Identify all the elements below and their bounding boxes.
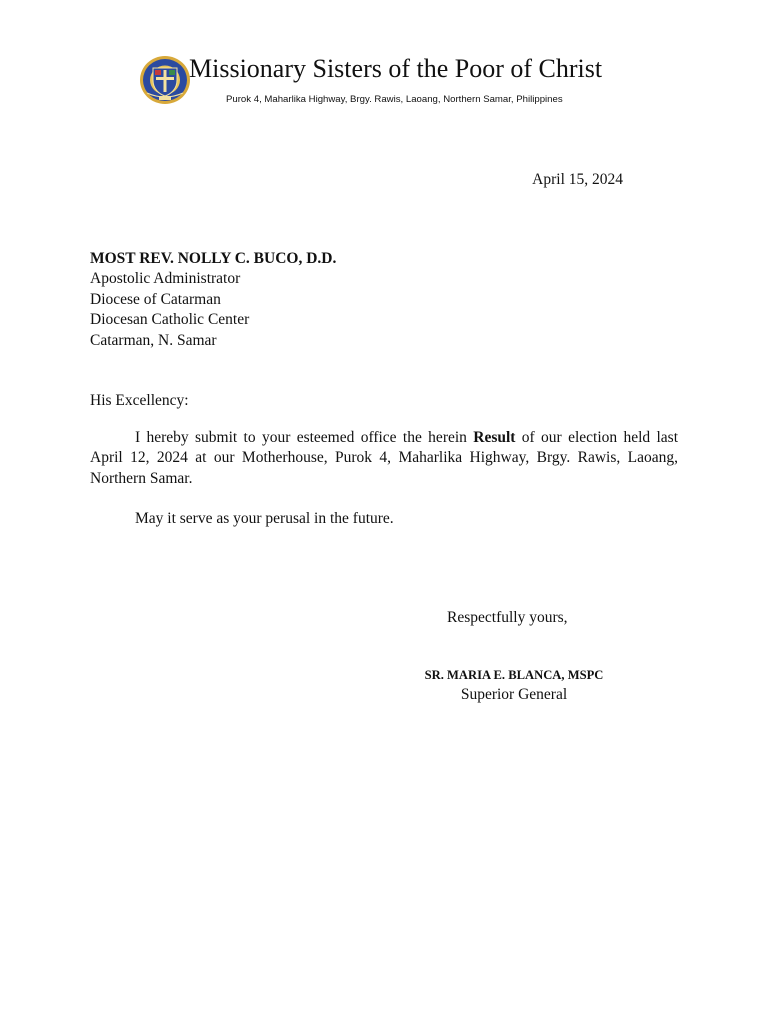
salutation: His Excellency: xyxy=(90,392,189,409)
recipient-block xyxy=(90,249,336,351)
signer-title: Superior General xyxy=(460,686,568,703)
recipient-diocese: Diocese of Catarman xyxy=(90,290,221,308)
body-paragraph-1 xyxy=(90,428,678,489)
org-name: Missionary Sisters of the Poor of Christ xyxy=(189,54,603,83)
letter-date: April 15, 2024 xyxy=(532,171,623,188)
closing: Respectfully yours, xyxy=(447,609,568,626)
body-paragraph-2: May it serve as your perusal in the future. xyxy=(135,510,394,527)
org-address: Purok 4, Maharlika Highway, Brgy. Rawis, Laoang, Northern Samar, Philippines xyxy=(226,94,563,105)
recipient-office: Diocesan Catholic Center xyxy=(90,311,250,329)
recipient-title: Apostolic Administrator xyxy=(90,270,241,288)
result-emphasis: Result xyxy=(473,429,516,446)
body-text: I hereby submit to your esteemed office the herein xyxy=(135,429,474,446)
signer-name: SR. MARIA E. BLANCA, MSPC xyxy=(424,668,604,682)
congregation-seal-icon xyxy=(139,55,191,105)
recipient-location: Catarman, N. Samar xyxy=(90,331,217,349)
recipient-name: MOST REV. NOLLY C. BUCO, D.D. xyxy=(90,250,337,267)
body-text: of our election held last April 12, 2024 at our Motherhouse, Purok 4, Maharlika Highway, Brgy. Rawis, Laoang, Northern Samar. xyxy=(90,429,679,487)
